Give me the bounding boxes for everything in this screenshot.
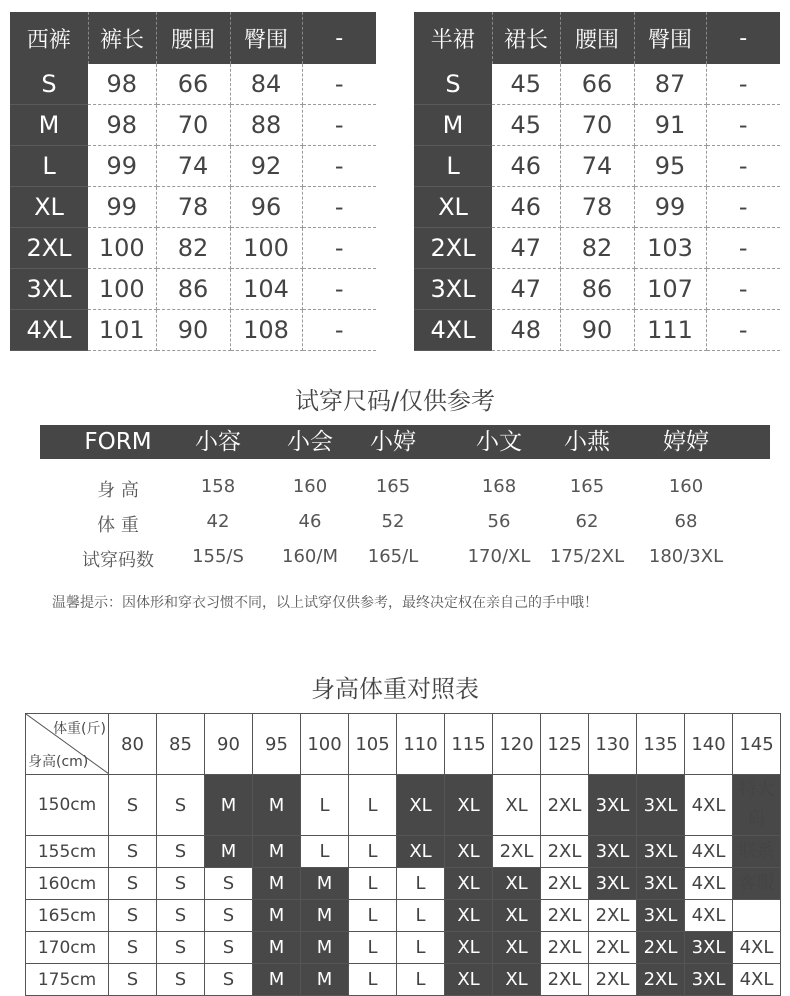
pants-size-label: M (10, 105, 88, 146)
pants-row (10, 64, 376, 105)
size-cell: 3XL (637, 900, 685, 932)
size-cell: XL (445, 868, 493, 900)
size-cell: 3XL (589, 775, 637, 836)
oversize-note-cell: 客服 (733, 868, 781, 900)
skirt-value-cell: 74 (560, 146, 634, 187)
trial-person-name: 小文 (476, 429, 522, 455)
height-label-cell: 175cm (26, 964, 109, 996)
skirt-value-cell: 47 (492, 228, 560, 269)
chart-body (26, 775, 781, 996)
pants-value-cell: 86 (156, 269, 230, 310)
tip-text: 温馨提示：因体形和穿衣习惯不同，以上试穿仅供参考，最终决定权在亲自己的手中哦！ (52, 595, 598, 611)
pants-value-cell: 96 (230, 187, 302, 228)
weight-header-cell: 85 (157, 714, 205, 775)
pants-value-cell: 88 (230, 105, 302, 146)
size-cell: 2XL (541, 775, 589, 836)
pants-size-label: XL (10, 187, 88, 228)
skirt-row (414, 269, 780, 310)
size-cell: XL (397, 836, 445, 868)
trial-value-cell: 165 (569, 476, 605, 497)
size-cell: XL (397, 775, 445, 836)
size-cell: M (253, 836, 301, 868)
size-cell: XL (493, 868, 541, 900)
skirt-header-cell: 半裙 (414, 12, 492, 64)
size-cell: L (349, 932, 397, 964)
skirt-value-cell: 86 (560, 269, 634, 310)
size-cell: 4XL (685, 775, 733, 836)
skirt-value-cell: - (706, 310, 780, 351)
skirt-body (414, 64, 780, 351)
skirt-size-label: XL (414, 187, 492, 228)
size-cell: 4XL (733, 964, 781, 996)
size-cell: XL (445, 964, 493, 996)
skirt-value-cell: 95 (634, 146, 706, 187)
size-cell: S (157, 868, 205, 900)
size-cell: XL (445, 775, 493, 836)
size-cell: XL (493, 932, 541, 964)
skirt-value-cell: 87 (634, 64, 706, 105)
size-cell: 2XL (637, 932, 685, 964)
size-cell: S (205, 964, 253, 996)
corner-height-label: 身高(cm) (28, 754, 89, 770)
size-cell: L (349, 868, 397, 900)
pants-value-cell: 92 (230, 146, 302, 187)
skirt-value-cell: 47 (492, 269, 560, 310)
trial-value-cell: 56 (487, 511, 511, 532)
size-cell: L (397, 900, 445, 932)
skirt-value-cell: 111 (634, 310, 706, 351)
pants-value-cell: 100 (88, 269, 156, 310)
skirt-value-cell: 82 (560, 228, 634, 269)
skirt-header-cell: 臀围 (634, 12, 706, 64)
weight-header-cell: 90 (205, 714, 253, 775)
skirt-row (414, 310, 780, 351)
trial-row-label: 身 高 (97, 480, 139, 501)
size-cell: 2XL (493, 836, 541, 868)
size-cell: S (205, 868, 253, 900)
pants-value-cell: 99 (88, 146, 156, 187)
size-cell: 3XL (637, 775, 685, 836)
skirt-value-cell: 45 (492, 105, 560, 146)
skirt-size-label: 4XL (414, 310, 492, 351)
size-cell: S (157, 836, 205, 868)
pants-header-cell: 裤长 (88, 12, 156, 64)
size-cell: S (157, 964, 205, 996)
weight-header-cell: 140 (685, 714, 733, 775)
size-cell: 2XL (541, 932, 589, 964)
trial-value-cell: 68 (674, 511, 698, 532)
size-cell: 3XL (685, 964, 733, 996)
skirt-row (414, 187, 780, 228)
skirt-row (414, 64, 780, 105)
trial-value-cell: 62 (575, 511, 599, 532)
trial-person-name: 小燕 (564, 429, 610, 455)
size-cell: XL (493, 964, 541, 996)
chart-row (26, 932, 781, 964)
pants-value-cell: 101 (88, 310, 156, 351)
size-cell: S (109, 868, 157, 900)
pants-row (10, 269, 376, 310)
skirt-value-cell: 45 (492, 64, 560, 105)
pants-value-cell: - (302, 187, 376, 228)
pants-value-cell: - (302, 228, 376, 269)
skirt-header-cell: 腰围 (560, 12, 634, 64)
size-cell: L (349, 836, 397, 868)
size-cell: S (109, 932, 157, 964)
weight-header-cell: 125 (541, 714, 589, 775)
size-cell: 3XL (589, 836, 637, 868)
pants-value-cell: 70 (156, 105, 230, 146)
skirt-header-cell: - (706, 12, 780, 64)
height-label-cell: 165cm (26, 900, 109, 932)
weight-header-cell: 95 (253, 714, 301, 775)
skirt-value-cell: 103 (634, 228, 706, 269)
pants-value-cell: - (302, 105, 376, 146)
skirt-value-cell: 99 (634, 187, 706, 228)
trial-value-cell: 160 (292, 476, 328, 497)
size-cell: 4XL (685, 868, 733, 900)
height-label-cell: 170cm (26, 932, 109, 964)
pants-header-cell: 腰围 (156, 12, 230, 64)
size-cell: S (157, 900, 205, 932)
weight-header-cell: 135 (637, 714, 685, 775)
size-cell: M (301, 932, 349, 964)
size-cell: S (109, 900, 157, 932)
size-cell: L (397, 868, 445, 900)
skirt-size-label: L (414, 146, 492, 187)
trial-person-name: 小会 (287, 429, 333, 455)
size-cell: S (109, 964, 157, 996)
skirt-size-label: 2XL (414, 228, 492, 269)
pants-value-cell: 82 (156, 228, 230, 269)
trial-value-cell: 52 (381, 511, 405, 532)
size-cell: 2XL (541, 836, 589, 868)
skirt-value-cell: 107 (634, 269, 706, 310)
size-cell: 2XL (541, 900, 589, 932)
pants-size-table (10, 12, 376, 351)
pants-row (10, 105, 376, 146)
skirt-value-cell: 66 (560, 64, 634, 105)
corner-weight-label: 体重(斤) (53, 721, 106, 737)
pants-header-cell: - (302, 12, 376, 64)
skirt-value-cell: 90 (560, 310, 634, 351)
size-cell: M (301, 900, 349, 932)
chart-row (26, 775, 781, 836)
skirt-value-cell: 70 (560, 105, 634, 146)
chart-row (26, 868, 781, 900)
pants-row (10, 146, 376, 187)
skirt-value-cell: - (706, 228, 780, 269)
size-cell: 3XL (685, 932, 733, 964)
pants-value-cell: 108 (230, 310, 302, 351)
pants-row (10, 310, 376, 351)
pants-value-cell: - (302, 310, 376, 351)
chart-corner-cell (26, 714, 109, 775)
trial-value-cell: 165/L (367, 546, 419, 567)
size-cell: S (205, 932, 253, 964)
pants-value-cell: 100 (230, 228, 302, 269)
skirt-size-table (414, 12, 780, 351)
chart-row (26, 964, 781, 996)
size-cell: 3XL (589, 868, 637, 900)
pants-value-cell: 104 (230, 269, 302, 310)
size-cell: M (253, 932, 301, 964)
pants-value-cell: 100 (88, 228, 156, 269)
size-cell: 4XL (733, 932, 781, 964)
skirt-row (414, 228, 780, 269)
skirt-value-cell: 48 (492, 310, 560, 351)
size-cell: M (205, 836, 253, 868)
pants-size-label: 2XL (10, 228, 88, 269)
weight-header-cell: 80 (109, 714, 157, 775)
height-weight-chart (25, 713, 781, 996)
skirt-size-label: 3XL (414, 269, 492, 310)
size-cell: S (157, 932, 205, 964)
skirt-value-cell: - (706, 269, 780, 310)
pants-row (10, 187, 376, 228)
weight-header-cell: 120 (493, 714, 541, 775)
skirt-value-cell: 46 (492, 146, 560, 187)
size-cell: L (397, 964, 445, 996)
size-cell: S (109, 836, 157, 868)
trial-row-label: 试穿码数 (82, 550, 154, 571)
pants-value-cell: 84 (230, 64, 302, 105)
weight-header-cell: 110 (397, 714, 445, 775)
pants-value-cell: 90 (156, 310, 230, 351)
chart-row (26, 836, 781, 868)
oversize-note-cell: 联系 (733, 836, 781, 868)
pants-size-label: L (10, 146, 88, 187)
pants-row (10, 228, 376, 269)
size-cell: S (205, 900, 253, 932)
pants-body (10, 64, 376, 351)
size-cell: 2XL (637, 964, 685, 996)
pants-header-cell: 西裤 (10, 12, 88, 64)
trial-value-cell: 46 (298, 511, 322, 532)
height-label-cell: 160cm (26, 868, 109, 900)
size-cell: L (349, 775, 397, 836)
size-cell: 2XL (589, 900, 637, 932)
skirt-header-cell: 裙长 (492, 12, 560, 64)
weight-header-cell: 145 (733, 714, 781, 775)
size-cell: M (253, 868, 301, 900)
pants-value-cell: 99 (88, 187, 156, 228)
trial-person-name: 婷婷 (663, 429, 709, 455)
chart-row (26, 900, 781, 932)
trial-value-cell: 170/XL (467, 546, 531, 567)
skirt-value-cell: 91 (634, 105, 706, 146)
pants-header-cell: 臀围 (230, 12, 302, 64)
pants-header-row (10, 12, 376, 64)
trial-value-cell: 155/S (192, 546, 244, 567)
skirt-value-cell: - (706, 146, 780, 187)
weight-header-cell: 115 (445, 714, 493, 775)
size-cell: 3XL (637, 868, 685, 900)
size-cell: M (205, 775, 253, 836)
pants-value-cell: 74 (156, 146, 230, 187)
pants-value-cell: - (302, 64, 376, 105)
size-cell: 2XL (541, 964, 589, 996)
height-label-cell: 155cm (26, 836, 109, 868)
pants-value-cell: 78 (156, 187, 230, 228)
size-cell: L (349, 964, 397, 996)
size-cell: 3XL (637, 836, 685, 868)
skirt-value-cell: 78 (560, 187, 634, 228)
trial-person-name: 小容 (195, 429, 241, 455)
size-cell: 2XL (541, 868, 589, 900)
size-cell: L (301, 775, 349, 836)
skirt-row (414, 146, 780, 187)
skirt-value-cell: - (706, 64, 780, 105)
pants-value-cell: 66 (156, 64, 230, 105)
chart-header-row (26, 714, 781, 775)
pants-value-cell: - (302, 269, 376, 310)
trial-value-cell: 180/3XL (648, 546, 724, 567)
pants-value-cell: 98 (88, 64, 156, 105)
skirt-size-label: M (414, 105, 492, 146)
size-cell: M (253, 775, 301, 836)
trial-person-name: 小婷 (370, 429, 416, 455)
size-cell: 4XL (685, 836, 733, 868)
pants-size-label: 4XL (10, 310, 88, 351)
size-cell: 2XL (589, 932, 637, 964)
chart-title: 身高体重对照表 (311, 675, 479, 703)
trial-value-cell: 158 (200, 476, 236, 497)
skirt-value-cell: - (706, 187, 780, 228)
skirt-header-row (414, 12, 780, 64)
size-cell: M (253, 900, 301, 932)
pants-value-cell: - (302, 146, 376, 187)
size-cell: XL (445, 900, 493, 932)
trial-value-cell: 42 (206, 511, 230, 532)
pants-size-label: 3XL (10, 269, 88, 310)
size-cell: S (157, 775, 205, 836)
trial-value-cell: 160 (668, 476, 704, 497)
height-label-cell: 150cm (26, 775, 109, 836)
pants-size-label: S (10, 64, 88, 105)
skirt-value-cell: 46 (492, 187, 560, 228)
size-cell: XL (493, 900, 541, 932)
size-cell: M (301, 868, 349, 900)
weight-header-cell: 105 (349, 714, 397, 775)
skirt-value-cell: - (706, 105, 780, 146)
trial-header-bar (40, 425, 770, 459)
trial-value-cell: 168 (481, 476, 517, 497)
trial-value-cell: 175/2XL (549, 546, 625, 567)
trial-value-cell: 165 (375, 476, 411, 497)
trial-value-cell: 160/M (282, 546, 338, 567)
weight-header-cell: 100 (301, 714, 349, 775)
oversize-note-cell: 特大码 (733, 775, 781, 836)
trial-title: 试穿尺码/仅供参考 (294, 387, 496, 415)
size-cell: 4XL (685, 900, 733, 932)
skirt-size-label: S (414, 64, 492, 105)
skirt-row (414, 105, 780, 146)
weight-header-cell: 130 (589, 714, 637, 775)
pants-value-cell: 98 (88, 105, 156, 146)
size-cell: L (349, 900, 397, 932)
size-cell: M (253, 964, 301, 996)
size-cell: L (397, 932, 445, 964)
size-cell: XL (445, 836, 493, 868)
size-cell: S (109, 775, 157, 836)
trial-form-label: FORM (84, 429, 152, 455)
size-cell: 2XL (589, 964, 637, 996)
trial-row-label: 体 重 (97, 515, 139, 536)
size-cell: M (301, 964, 349, 996)
size-cell: XL (493, 775, 541, 836)
size-cell: L (301, 836, 349, 868)
size-cell (733, 900, 781, 932)
size-cell: XL (445, 932, 493, 964)
